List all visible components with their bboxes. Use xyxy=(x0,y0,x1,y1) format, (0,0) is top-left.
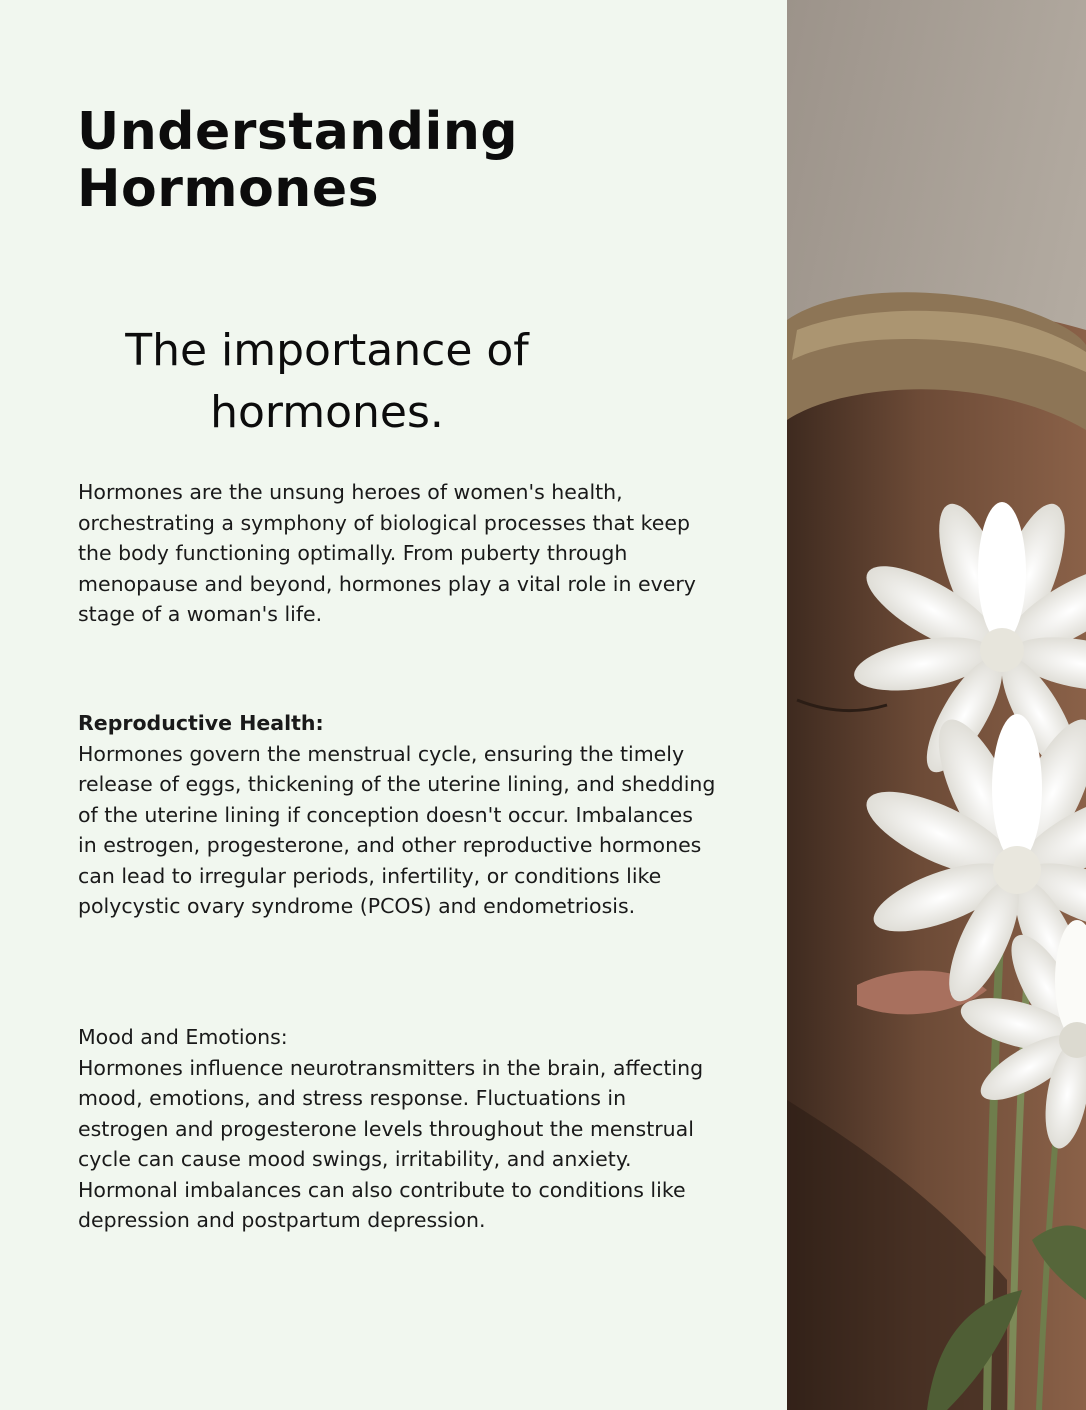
mood-emotions-heading: Mood and Emotions: xyxy=(78,1025,288,1049)
portrait-with-white-flowers-image xyxy=(787,0,1086,1410)
mood-emotions-text: Hormones influence neurotransmitters in the brain, affecting mood, emotions, and stress response. Fluctuations in estrogen and progesterone levels throughout the menstrual cycle can cause mood swings, irritability, and anxiety. Hormonal imbalances can also contribute to conditions like depression and postpartum depression. xyxy=(78,1055,704,1232)
mood-emotions-section xyxy=(78,1022,718,1236)
intro-paragraph: Hormones are the unsung heroes of women's health, orchestrating a symphony of biological processes that keep the body functioning optimally. From puberty through menopause and beyond, hormones play a vital role in every stage of a woman's life. xyxy=(78,480,696,626)
reproductive-health-text: Hormones govern the menstrual cycle, ensuring the timely release of eggs, thickening of the uterine lining, and shedding of the uterine lining if conception doesn't occur. Imbalances in estrogen, progesterone, and other reproductive hormones can lead to irregular periods, infertility, or conditions like polycystic ovary syndrome (PCOS) and endometriosis. xyxy=(78,741,716,918)
page-title: Understanding Hormones xyxy=(77,102,519,219)
section-subtitle: The importance of hormones. xyxy=(125,325,529,438)
reproductive-health-heading: Reproductive Health: xyxy=(78,711,324,735)
reproductive-health-section xyxy=(78,708,718,922)
